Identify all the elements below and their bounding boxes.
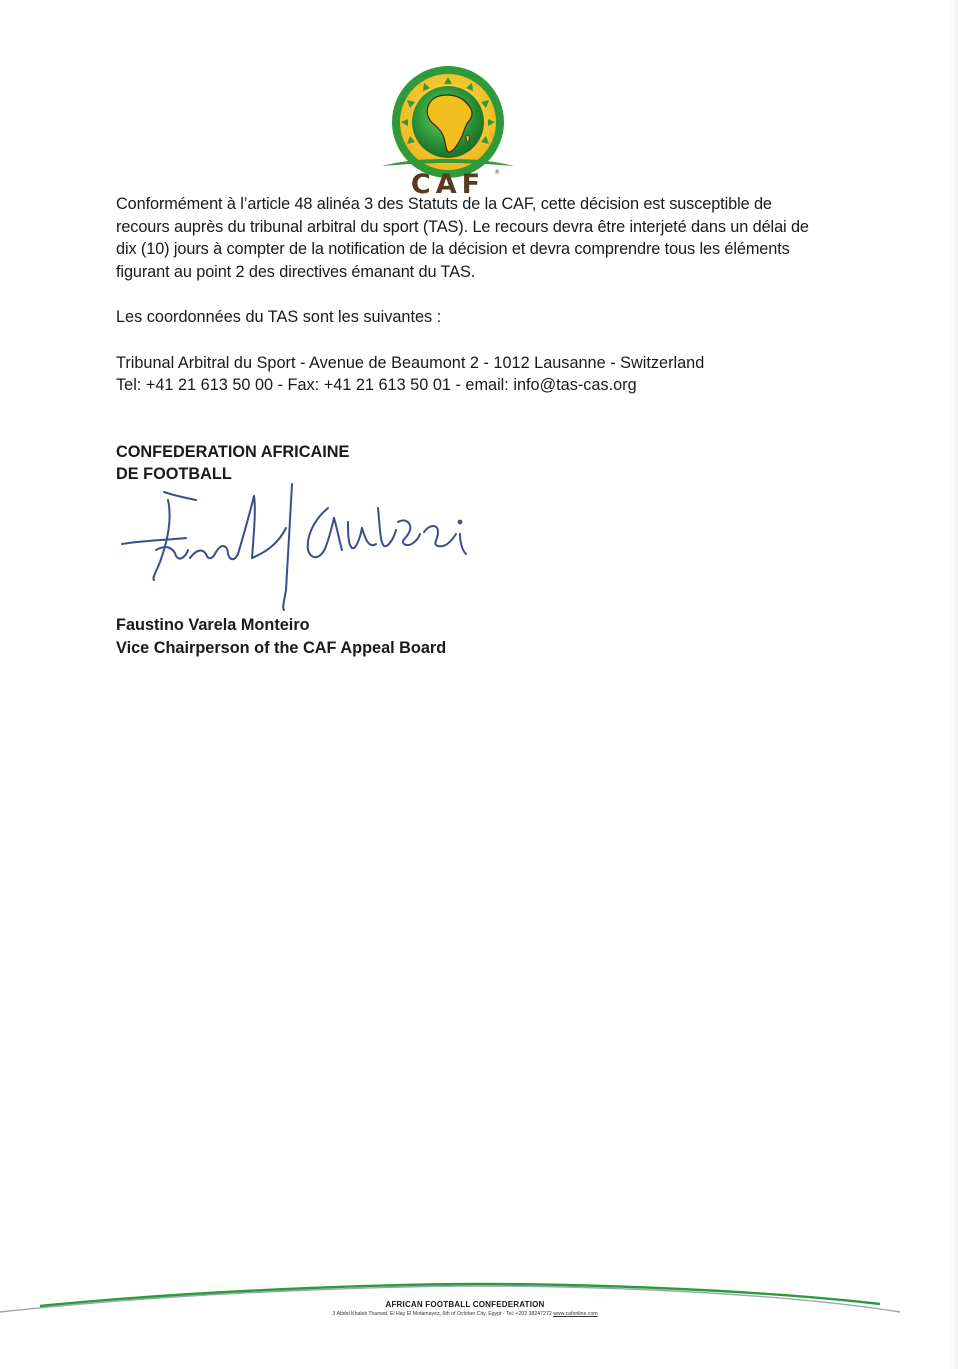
footer-organization: AFRICAN FOOTBALL CONFEDERATION <box>385 1300 545 1309</box>
signer-title: Vice Chairperson of the CAF Appeal Board <box>116 639 447 657</box>
footer-website-link[interactable]: www.cafonline.com <box>553 1311 598 1317</box>
appeal-paragraph: Conformément à l’article 48 alinéa 3 des Statuts de la CAF, cette décision est susceptible de recours auprès du tribunal arbitral du sport (TAS). Le recours devra être interjeté dans un délai de dix (10) jours à compter de la notification de la décision et devra comprendre tous les éléments figurant au point 2 des directives émanant du TAS. <box>116 195 809 281</box>
signer-name: Faustino Varela Monteiro <box>116 616 310 634</box>
organization-line1: CONFEDERATION AFRICAINE <box>116 442 350 461</box>
signer-block <box>116 614 446 660</box>
footer-address-line <box>0 1310 930 1318</box>
handwritten-signature <box>116 478 486 618</box>
svg-text:®: ® <box>494 169 500 176</box>
caf-logo <box>376 64 520 198</box>
caf-logo-text: CAF <box>410 169 486 198</box>
tas-address: Tribunal Arbitral du Sport - Avenue de Beaumont 2 - 1012 Lausanne - Switzerland <box>116 353 705 372</box>
page-footer <box>0 1299 930 1318</box>
footer-address: 3 Abdel Khalek Tharwat, El Hay El Motamayez, 6th of October City, Egypt - Tel: +202 38247272 <box>332 1311 552 1317</box>
tas-contact: Tel: +41 21 613 50 00 - Fax: +41 21 613 50 01 - email: info@tas-cas.org <box>116 376 637 394</box>
tas-coordinates-intro: Les coordonnées du TAS sont les suivantes : <box>116 308 442 326</box>
organization-line2: DE FOOTBALL <box>116 465 232 483</box>
page-edge <box>950 0 958 1369</box>
letter-body <box>116 193 826 486</box>
